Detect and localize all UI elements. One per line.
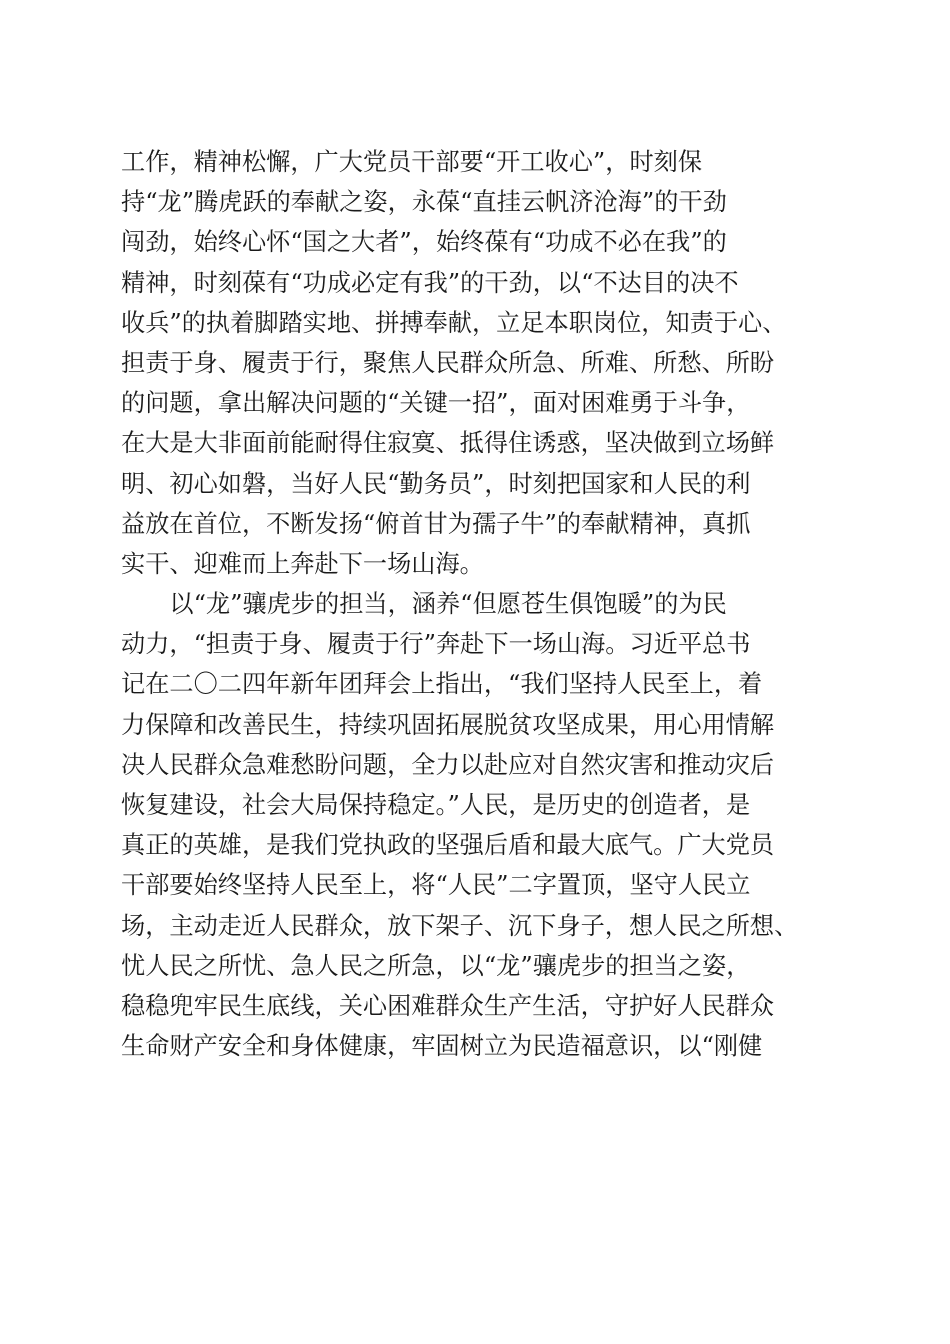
text-line: 力保障和改善民生，持续巩固拓展脱贫攻坚成果，用心用情解 (121, 710, 775, 739)
text-line: 实干、迎难而上奔赴下一场山海。 (121, 549, 484, 578)
body-text (121, 142, 841, 1066)
text-line: 以“龙”骧虎步的担当，涵养“但愿苍生俱饱暖”的为民 (121, 590, 727, 619)
text-line: 在大是大非面前能耐得住寂寞、抵得住诱惑，坚决做到立场鲜 (121, 429, 775, 458)
text-line: 动力，“担责于身、履责于行”奔赴下一场山海。习近平总书 (121, 630, 751, 659)
text-line: 决人民群众急难愁盼问题，全力以赴应对自然灾害和推动灾后 (121, 750, 775, 779)
text-line: 真正的英雄，是我们党执政的坚强后盾和最大底气。广大党员 (121, 831, 775, 860)
text-line: 稳稳兜牢民生底线，关心困难群众生产生活，守护好人民群众 (121, 991, 775, 1020)
text-line: 生命财产安全和身体健康，牢固树立为民造福意识，以“刚健 (121, 1032, 763, 1061)
text-line: 持“龙”腾虎跃的奉献之姿，永葆“直挂云帆济沧海”的干劲 (121, 188, 727, 217)
text-line: 工作，精神松懈，广大党员干部要“开工收心”，时刻保 (121, 148, 703, 176)
text-line: 恢复建设，社会大局保持稳定。”人民，是历史的创造者，是 (121, 791, 751, 819)
text-line: 益放在首位，不断发扬“俯首甘为孺子牛”的奉献精神，真抓 (121, 509, 751, 538)
text-line: 记在二〇二四年新年团拜会上指出，“我们坚持人民至上，着 (121, 670, 763, 699)
text-line: 忧人民之所忧、急人民之所急，以“龙”骧虎步的担当之姿， (121, 951, 751, 980)
text-line: 干部要始终坚持人民至上，将“人民”二字置顶，坚守人民立 (121, 871, 751, 900)
text-line: 的问题，拿出解决问题的“关键一招”，面对困难勇于斗争， (121, 389, 751, 418)
text-line: 收兵”的执着脚踏实地、拼搏奉献，立足本职岗位，知责于心、 (121, 308, 787, 337)
text-line: 场，主动走近人民群众，放下架子、沉下身子，想人民之所想、 (121, 911, 799, 940)
text-line: 明、初心如磐，当好人民“勤务员”，时刻把国家和人民的利 (121, 469, 751, 498)
text-line: 担责于身、履责于行，聚焦人民群众所急、所难、所愁、所盼 (121, 348, 775, 377)
text-line: 精神，时刻葆有“功成必定有我”的干劲，以“不达目的决不 (121, 268, 739, 297)
text-line: 闯劲，始终心怀“国之大者”，始终葆有“功成不必在我”的 (121, 228, 727, 257)
